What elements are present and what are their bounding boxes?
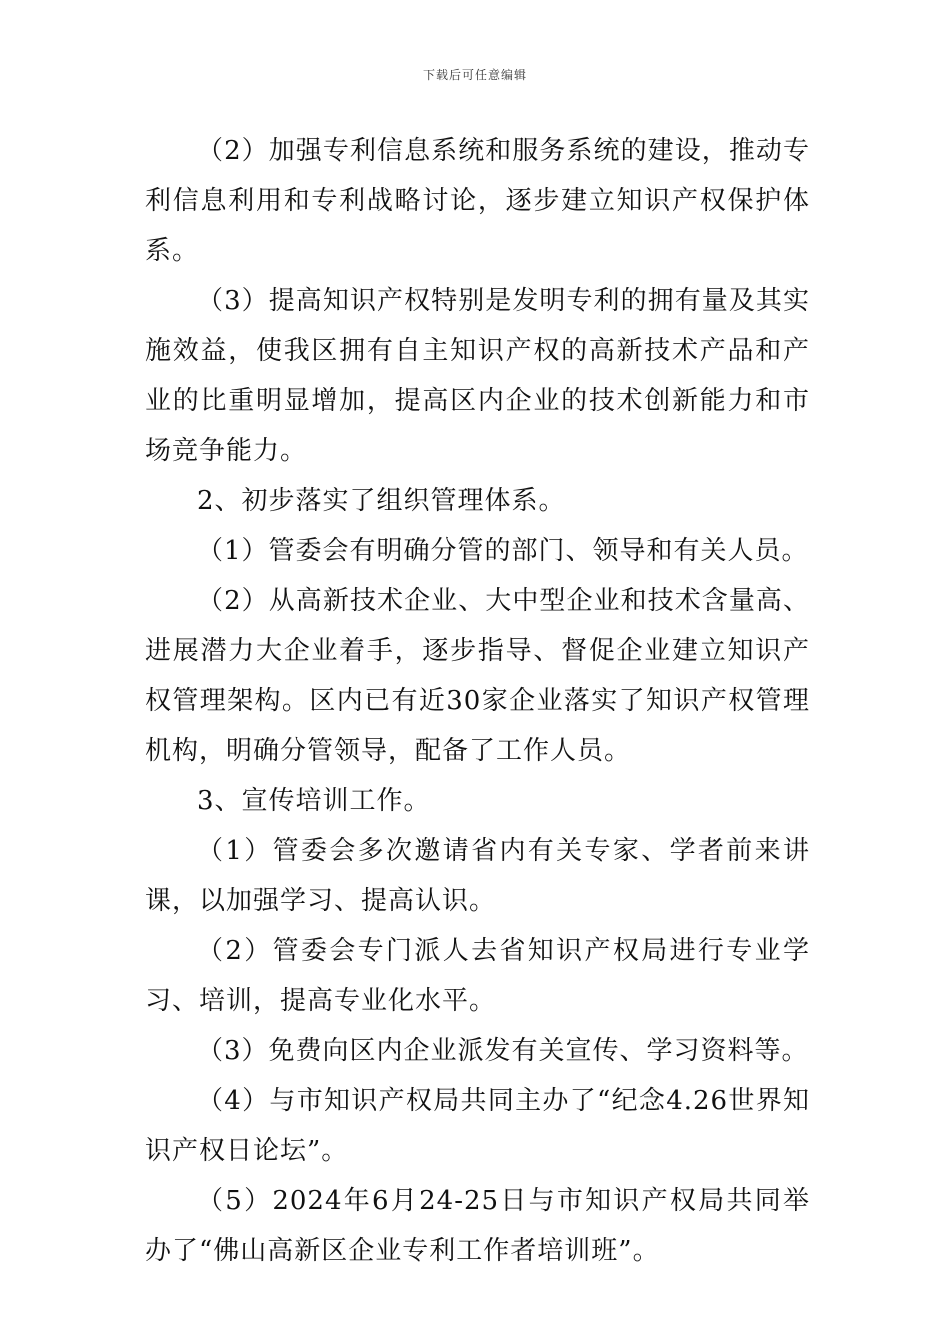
paragraph: （1）管委会有明确分管的部门、领导和有关人员。: [197, 536, 809, 566]
section-heading: 3、宣传培训工作。: [197, 786, 431, 816]
paragraph: （2）管委会专门派人去省知识产权局进行专业学习、培训，提高专业化水平。: [145, 936, 810, 1016]
paragraph: （2）加强专利信息系统和服务系统的建设，推动专利信息利用和专利战略讨论，逐步建立知识产权保护体系。: [145, 136, 810, 266]
paragraph: （5）2024年6月24-25日与市知识产权局共同举办了“佛山高新区企业专利工作者培训班”。: [145, 1186, 810, 1266]
paragraph: （1）管委会多次邀请省内有关专家、学者前来讲课，以加强学习、提高认识。: [145, 836, 810, 916]
header-note: 下载后可任意编辑: [422, 68, 527, 82]
paragraph: （4）与市知识产权局共同主办了“纪念4.26世界知识产权日论坛”。: [145, 1086, 810, 1166]
document-body: [145, 126, 810, 1276]
section-heading: 2、初步落实了组织管理体系。: [197, 486, 566, 516]
paragraph: （3）提高知识产权特别是发明专利的拥有量及其实施效益，使我区拥有自主知识产权的高新技术产品和产业的比重明显增加，提高区内企业的技术创新能力和市场竞争能力。: [145, 286, 810, 466]
paragraph: （3）免费向区内企业派发有关宣传、学习资料等。: [197, 1036, 809, 1066]
paragraph: （2）从高新技术企业、大中型企业和技术含量高、进展潜力大企业着手，逐步指导、督促企业建立知识产权管理架构。区内已有近30家企业落实了知识产权管理机构，明确分管领导，配备了工作人员。: [145, 586, 810, 766]
